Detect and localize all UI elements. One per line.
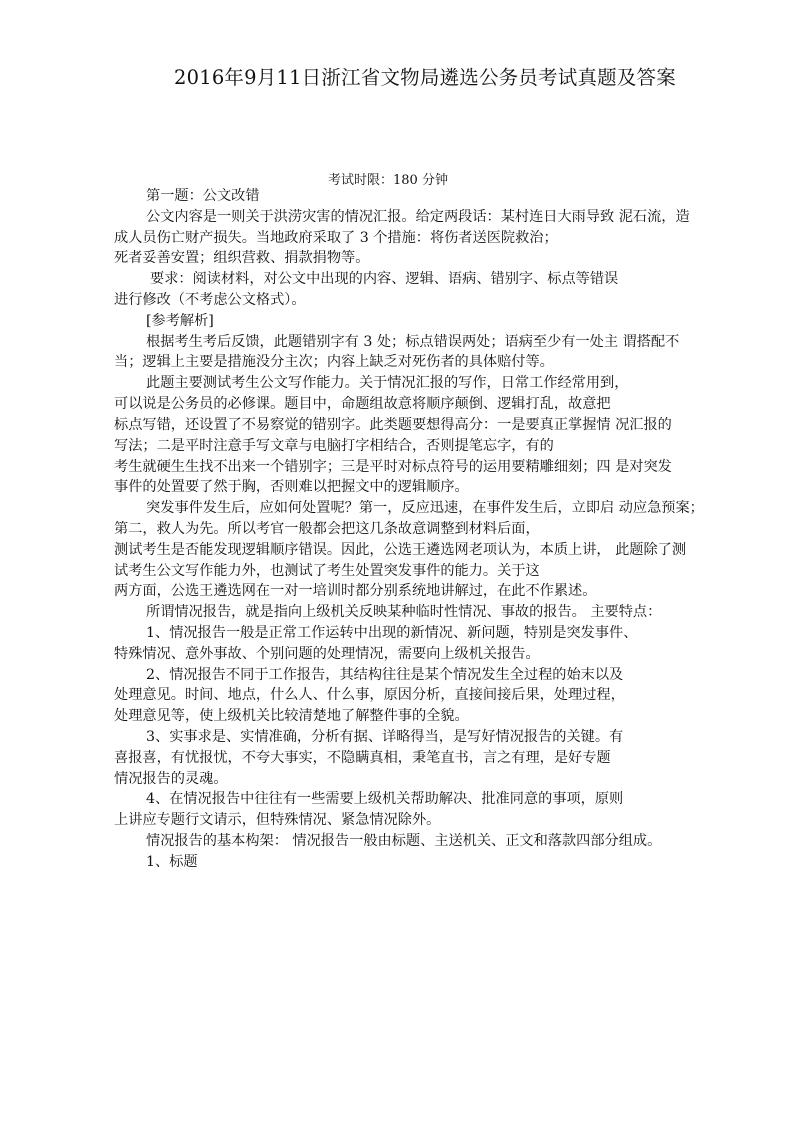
text-line: 当；逻辑上主要是措施没分主次；内容上缺乏对死伤者的具体赔付等。 — [114, 354, 554, 370]
text-line: 1、情况报告一般是正常工作运转中出现的新情况、新问题，特别是突发事件、 — [146, 625, 638, 641]
text-line: 特殊情况、意外事故、个别问题的处理情况，需要向上级机关报告。 — [114, 646, 540, 662]
text-line: 标点写错，还设置了不易察觉的错别字。此类题要想得高分：一是要真正掌握情 况汇报的 — [114, 417, 672, 433]
text-line: 写法；二是平时注意手写文章与电脑打字相结合，否则提笔忘字，有的 — [114, 438, 554, 454]
text-line: 要求：阅读材料，对公文中出现的内容、逻辑、语病、错别字、标点等错误 — [150, 271, 619, 287]
text-line: 测试考生是否能发现逻辑顺序错误。因此，公选王遴选网老项认为，本质上讲， 此题除了测 — [114, 542, 687, 558]
text-line: 成人员伤亡财产损失。当地政府采取了 3 个措施：将伤者送医院救治； — [114, 230, 558, 246]
text-line: 事件的处置要了然于胸，否则难以把握文中的逻辑顺序。 — [114, 479, 469, 495]
text-line: 可以说是公务员的必修课。题目中，命题组故意将顺序颠倒、逻辑打乱，故意把 — [114, 396, 611, 412]
text-line: 处理意见。时间、地点，什么人、什么事，原因分析，直接间接后果，处理过程， — [114, 687, 625, 703]
text-line: 此题主要测试考生公文写作能力。关于情况汇报的写作，日常工作经常用到， — [146, 375, 629, 391]
text-line: 试考生公文写作能力外，也测试了考生处置突发事件的能力。关于这 — [114, 563, 540, 579]
text-line: 两方面，公选王遴选网在一对一培训时都分别系统地讲解过，在此不作累述。 — [114, 583, 597, 599]
text-line: 4、在情况报告中往往有一些需要上级机关帮助解决、批准同意的事项，原则 — [146, 791, 624, 807]
text-line: 第二，救人为先。所以考官一般都会把这几条故意调整到材料后面， — [114, 521, 540, 537]
text-line: 1、标题 — [146, 854, 198, 870]
text-line: 死者妥善安置；组织营救、捐款捐物等。 — [114, 250, 370, 266]
text-line: 考生就硬生生找不出来一个错别字；三是平时对标点符号的运用要精雕细刻；四 是对突发 — [114, 459, 672, 475]
text-line: 公文内容是一则关于洪涝灾害的情况汇报。给定两段话：某村连日大雨导致 泥石流，造 — [146, 209, 690, 225]
text-line: 上讲应专题行文请示，但特殊情况、紧急情况除外。 — [114, 812, 441, 828]
text-line: 根据考生考后反馈，此题错别字有 3 处；标点错误两处；语病至少有一处主 谓搭配不 — [146, 334, 680, 350]
text-line: [参考解析] — [146, 313, 214, 329]
text-line: 喜报喜，有忧报忧，不夸大事实，不隐瞒真相，秉笔直书，言之有理，是好专题 — [114, 750, 611, 766]
text-line: 情况报告的基本构架： 情况报告一般由标题、主送机关、正文和落款四部分组成。 — [146, 833, 662, 849]
text-line: 突发事件发生后，应如何处置呢？第一，反应迅速，在事件发生后，立即启 动应急预案； — [146, 500, 704, 516]
text-line: 3、实事求是、实情准确，分析有据、详略得当，是写好情况报告的关键。有 — [146, 729, 624, 745]
document-title: 2016年9月11日浙江省文物局遴选公务员考试真题及答案 — [174, 66, 676, 89]
text-line: 第一题：公文改错 — [146, 188, 260, 204]
exam-time-limit: 考试时限：180 分钟 — [328, 173, 448, 188]
text-line: 所谓情况报告，就是指向上级机关反映某种临时性情况、事故的报告。 主要特点： — [146, 604, 662, 620]
text-line: 处理意见等，使上级机关比较清楚地了解整件事的全貌。 — [114, 708, 469, 724]
text-line: 2、情况报告不同于工作报告，其结构往往是某个情况发生全过程的始末以及 — [146, 667, 624, 683]
text-line: 情况报告的灵魂。 — [114, 771, 228, 787]
text-line: 进行修改（不考虑公文格式）。 — [114, 292, 306, 308]
